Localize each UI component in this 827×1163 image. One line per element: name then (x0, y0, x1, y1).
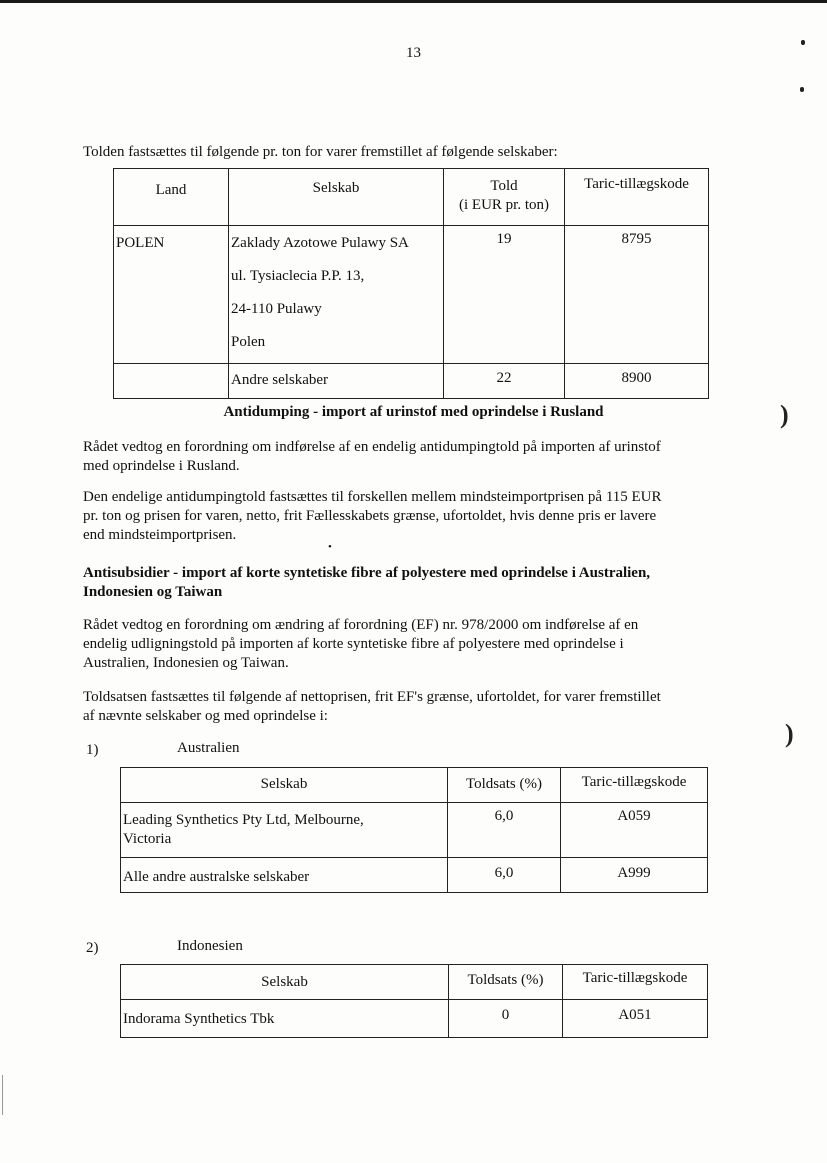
header-land: Land (114, 169, 229, 226)
header-selskab: Selskab (121, 768, 448, 803)
cell-taric: 8900 (565, 364, 709, 399)
cell-land: POLEN (114, 226, 229, 364)
paragraph-line: Australien, Indonesien og Taiwan. (83, 655, 289, 671)
page-number: 13 (406, 45, 421, 61)
cell-selskab (229, 226, 444, 364)
table-row (121, 1000, 708, 1038)
paragraph (83, 438, 743, 476)
cell-selskab (121, 803, 448, 858)
address-line: ul. Tysiaclecia P.P. 13, (231, 268, 365, 284)
header-selskab: Selskab (121, 965, 449, 1000)
scan-left-edge (2, 1075, 3, 1115)
cell-selskab: Alle andre australske selskaber (121, 858, 448, 893)
heading-line: Antisubsidier - import af korte syntetiske fibre af polyestere med oprindelse i Australien, (83, 565, 651, 581)
header-taric: Taric-tillægskode (561, 768, 708, 803)
address-line: Polen (231, 334, 266, 350)
cell-taric: 8795 (565, 226, 709, 364)
cell-land (114, 364, 229, 399)
paragraph-line: end mindsteimportprisen. (83, 527, 237, 543)
table-header-row (121, 768, 708, 803)
table-row (121, 858, 708, 893)
section-number: 1) (86, 742, 99, 758)
paragraph (83, 488, 743, 545)
intro-text: Tolden fastsættes til følgende pr. ton for varer fremstillet af følgende selskaber: (83, 144, 558, 160)
tariff-table-indonesia (120, 964, 708, 1038)
paragraph-line: med oprindelse i Rusland. (83, 458, 240, 474)
cell-toldsats: 0 (449, 1000, 563, 1038)
binder-hole-mark: ) (780, 400, 789, 429)
heading-antisubsidier (83, 564, 743, 602)
cell-line: Victoria (123, 831, 172, 847)
address-line: Zaklady Azotowe Pulawy SA (231, 235, 409, 251)
paragraph-line: endelig udligningstold på importen af korte syntetiske fibre af polyestere med oprindelse i (83, 636, 624, 652)
tariff-table-urea-poland (113, 168, 709, 399)
cell-toldsats: 6,0 (448, 858, 561, 893)
scan-speck (800, 87, 804, 92)
table-header-row (121, 965, 708, 1000)
scan-speck: • (328, 541, 332, 553)
heading-antidumping: Antidumping - import af urinstof med oprindelse i Rusland (223, 404, 604, 420)
paragraph-line: Rådet vedtog en forordning om indførelse af en endelig antidumpingtold på importen af urinstof (83, 439, 661, 455)
tariff-table-australia (120, 767, 708, 893)
paragraph-line: Den endelige antidumpingtold fastsættes til forskellen mellem mindsteimportprisen på 115 EUR (83, 489, 662, 505)
scan-top-edge (0, 0, 827, 3)
cell-taric: A059 (561, 803, 708, 858)
paragraph-line: pr. ton og prisen for varen, netto, frit Fællesskabets grænse, ufortoldet, hvis denne pris er lavere (83, 508, 657, 524)
paragraph-line: af nævnte selskaber og med oprindelse i: (83, 708, 328, 724)
header-toldsats: Toldsats (%) (449, 965, 563, 1000)
section-country: Indonesien (177, 938, 243, 954)
scan-speck (801, 40, 805, 45)
cell-selskab: Indorama Synthetics Tbk (121, 1000, 449, 1038)
paragraph (83, 616, 743, 673)
table-row (114, 226, 709, 364)
section-number: 2) (86, 940, 99, 956)
header-told-unit: (i EUR pr. ton) (459, 197, 549, 213)
cell-told: 19 (444, 226, 565, 364)
heading-line: Indonesien og Taiwan (83, 584, 223, 600)
cell-toldsats: 6,0 (448, 803, 561, 858)
paragraph-line: Toldsatsen fastsættes til følgende af nettoprisen, frit EF's grænse, ufortoldet, for varer fremstillet (83, 689, 661, 705)
cell-told: 22 (444, 364, 565, 399)
table-row (114, 364, 709, 399)
paragraph (83, 688, 743, 726)
section-country: Australien (177, 740, 240, 756)
cell-taric: A051 (563, 1000, 708, 1038)
header-taric: Taric-tillægskode (565, 169, 709, 226)
cell-line: Leading Synthetics Pty Ltd, Melbourne, (123, 812, 364, 828)
header-told (444, 169, 565, 226)
header-told-label: Told (490, 178, 518, 194)
table-row (121, 803, 708, 858)
cell-selskab: Andre selskaber (229, 364, 444, 399)
address-line: 24-110 Pulawy (231, 301, 322, 317)
paragraph-line: Rådet vedtog en forordning om ændring af forordning (EF) nr. 978/2000 om indførelse af en (83, 617, 639, 633)
table-header-row (114, 169, 709, 226)
cell-taric: A999 (561, 858, 708, 893)
header-selskab: Selskab (229, 169, 444, 226)
header-taric: Taric-tillægskode (563, 965, 708, 1000)
header-toldsats: Toldsats (%) (448, 768, 561, 803)
binder-hole-mark: ) (785, 719, 794, 748)
